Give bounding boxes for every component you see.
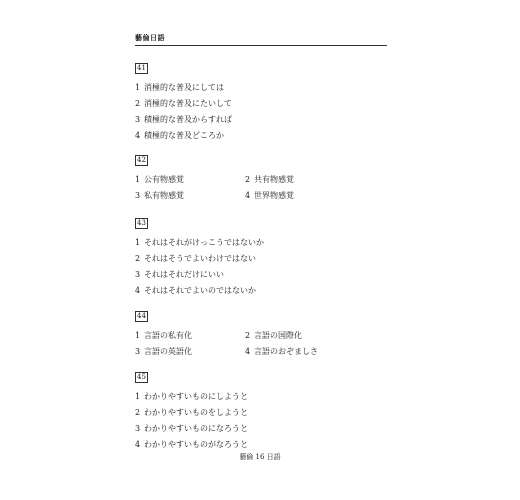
option-3: 3 わかりやすいものになろうと xyxy=(135,424,248,433)
question-number: 44 xyxy=(135,311,148,322)
page-footer: 藝倫 16 日語 xyxy=(239,453,281,461)
question-41 xyxy=(135,55,395,144)
question-number: 41 xyxy=(135,63,148,74)
option-4: 4 世界物感覚 xyxy=(245,191,294,200)
option-4: 4 言語のおぞましさ xyxy=(245,347,318,356)
question-number: 42 xyxy=(135,155,148,166)
option-1: 1 わかりやすいものにしようと xyxy=(135,392,248,401)
option-row xyxy=(135,188,395,204)
option-2: 2 それはそうでよいわけではない xyxy=(135,254,256,263)
option-4: 4 わかりやすいものがなろうと xyxy=(135,440,248,449)
option-3: 3 私有物感覚 xyxy=(135,191,184,200)
option-row xyxy=(135,344,395,360)
option-2: 2 言語の国際化 xyxy=(245,331,302,340)
option-3: 3 言語の英語化 xyxy=(135,347,192,356)
page-header-title: 藝倫日語 xyxy=(135,33,387,46)
question-42 xyxy=(135,147,395,204)
option-4: 4 それはそれでよいのではないか xyxy=(135,286,256,295)
option-3: 3 積極的な普及からすれば xyxy=(135,115,232,124)
option-1: 1 言語の私有化 xyxy=(135,331,192,340)
option-1: 1 公有物感覚 xyxy=(135,175,184,184)
question-43 xyxy=(135,210,395,299)
option-1: 1 それはそれがけっこうではないか xyxy=(135,238,264,247)
option-3: 3 それはそれだけにいい xyxy=(135,270,224,279)
option-row xyxy=(135,328,395,344)
option-1: 1 消極的な普及にしては xyxy=(135,83,224,92)
option-4: 4 積極的な普及どころか xyxy=(135,131,224,140)
question-44 xyxy=(135,303,395,360)
question-45 xyxy=(135,364,395,453)
question-number: 43 xyxy=(135,218,148,229)
option-2: 2 わかりやすいものをしようと xyxy=(135,408,248,417)
option-2: 2 消極的な普及にたいして xyxy=(135,99,232,108)
option-row xyxy=(135,172,395,188)
question-number: 45 xyxy=(135,372,148,383)
option-2: 2 共有物感覚 xyxy=(245,175,294,184)
